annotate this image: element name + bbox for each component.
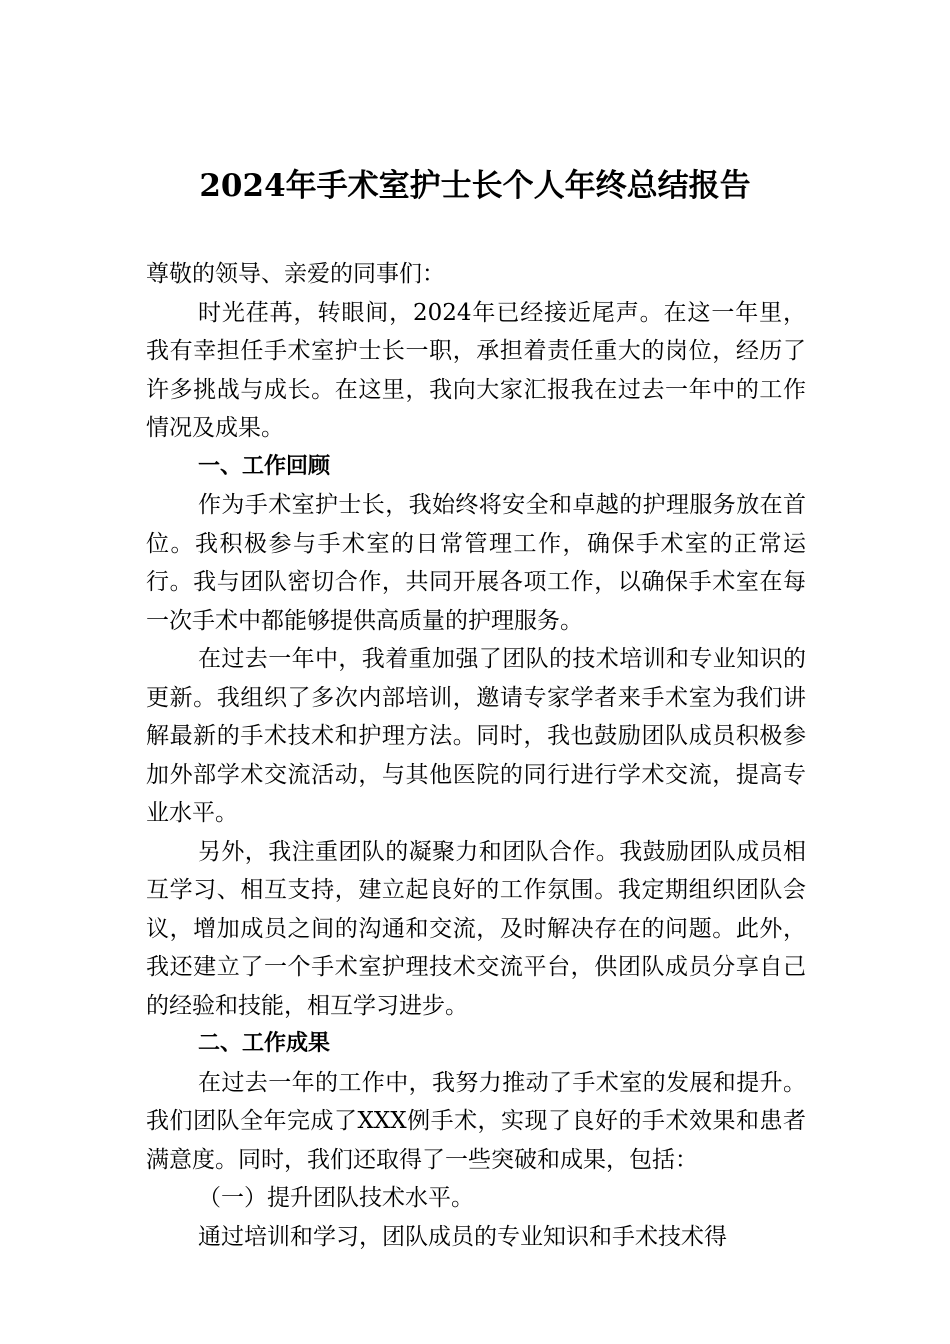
paragraph-improve-skills: 通过培训和学习，团队成员的专业知识和手术技术得 <box>198 1223 727 1250</box>
paragraph-work-review-2: 在过去一年中，我着重加强了团队的技术培训和专业知识的更新。我组织了多次内部培训，邀请专家学者来手术室为我们讲解最新的手术技术和护理方法。同时，我也鼓励团队成员积极参加外部学术交流活动，与其他医院的同行进行学术交流，提高专业水平。 <box>146 646 806 826</box>
subheading-improve-skills: （一）提升团队技术水平。 <box>198 1185 474 1211</box>
section-heading-work-results: 二、工作成果 <box>198 1031 331 1056</box>
salutation: 尊敬的领导、亲爱的同事们： <box>146 261 445 287</box>
document-title: 2024年手术室护士长个人年终总结报告 <box>199 168 751 204</box>
document-body <box>146 255 806 1256</box>
section-heading-work-review: 一、工作回顾 <box>198 453 331 479</box>
paragraph-work-review-1: 作为手术室护士长，我始终将安全和卓越的护理服务放在首位。我积极参与手术室的日常管理工作，确保手术室的正常运行。我与团队密切合作，共同开展各项工作，以确保手术室在每一次手术中都能够提供高质量的护理服务。 <box>146 492 806 634</box>
paragraph-work-review-3: 另外，我注重团队的凝聚力和团队合作。我鼓励团队成员相互学习、相互支持，建立起良好的工作氛围。我定期组织团队会议，增加成员之间的沟通和交流，及时解决存在的问题。此外，我还建立了一个手术室护理技术交流平台，供团队成员分享自己的经验和技能，相互学习进步。 <box>146 838 806 1019</box>
paragraph-work-results-1: 在过去一年的工作中，我努力推动了手术室的发展和提升。我们团队全年完成了XXX例手术，实现了良好的手术效果和患者满意度。同时，我们还取得了一些突破和成果，包括： <box>146 1069 806 1173</box>
paragraph-intro: 时光荏苒，转眼间，2024年已经接近尾声。在这一年里，我有幸担任手术室护士长一职，承担着责任重大的岗位，经历了许多挑战与成长。在这里，我向大家汇报我在过去一年中的工作情况及成果。 <box>146 299 806 441</box>
